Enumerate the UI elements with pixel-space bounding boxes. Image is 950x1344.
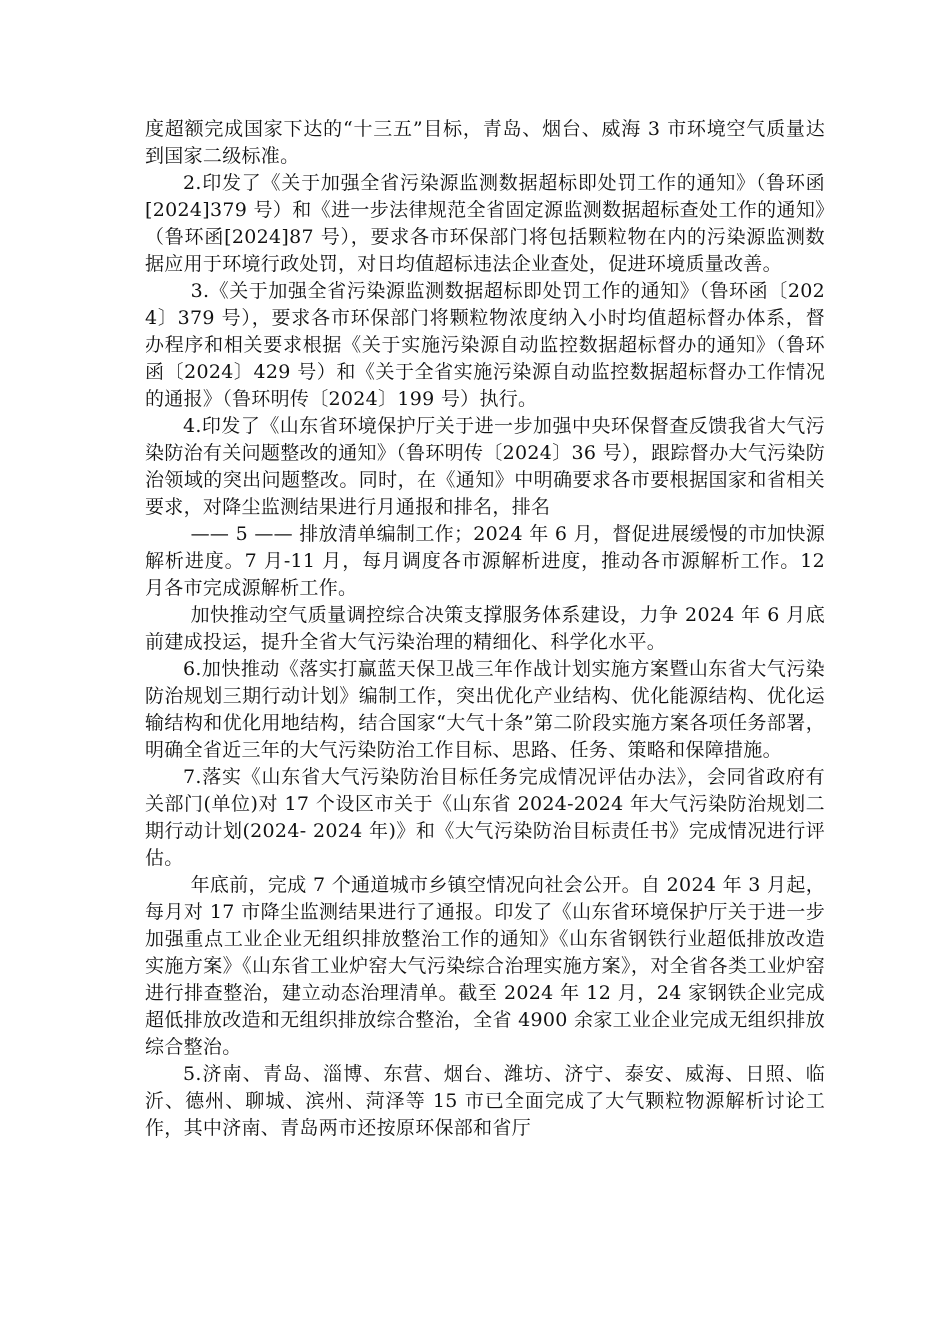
paragraph-1: 度超额完成国家下达的“十三五”目标，青岛、烟台、威海 3 市环境空气质量达到国家二级标准。 [145, 118, 825, 167]
paragraph-8: 7.落实《山东省大气污染防治目标任务完成情况评估办法》，会同省政府有关部门(单位)对 17 个设区市关于《山东省 2024-2024 年大气污染防治规划二期行动计划(2024- 2024 年)》和《大气污染防治目标责任书》完成情况进行评估。 [145, 766, 825, 869]
paragraph-5-page-footer: —— 5 —— 排放清单编制工作；2024 年 6 月，督促进展缓慢的市加快源解析进度。7 月-11 月，每月调度各市源解析进度，推动各市源解析工作。12 月各市完成源解析工作。 [145, 523, 825, 599]
paragraph-10: 5.济南、青岛、淄博、东营、烟台、潍坊、济宁、泰安、威海、日照、临沂、德州、聊城、滨州、菏泽等 15 市已全面完成了大气颗粒物源解析讨论工作，其中济南、青岛两市还按原环保部和省厅 [145, 1063, 825, 1139]
document-body [145, 116, 825, 1142]
paragraph-6: 加快推动空气质量调控综合决策支撑服务体系建设，力争 2024 年 6 月底前建成投运，提升全省大气污染治理的精细化、科学化水平。 [145, 604, 825, 653]
paragraph-2: 2.印发了《关于加强全省污染源监测数据超标即处罚工作的通知》（鲁环函[2024]379 号）和《进一步法律规范全省固定源监测数据超标查处工作的通知》（鲁环函[2024]87 号），要求各市环保部门将包括颗粒物在内的污染源监测数据应用于环境行政处罚，对日均值超标违法企业查处，促进环境质量改善。 [145, 172, 825, 275]
paragraph-7: 6.加快推动《落实打赢蓝天保卫战三年作战计划实施方案暨山东省大气污染防治规划三期行动计划》编制工作，突出优化产业结构、优化能源结构、优化运输结构和优化用地结构，结合国家“大气十条”第二阶段实施方案各项任务部署，明确全省近三年的大气污染防治工作目标、思路、任务、策略和保障措施。 [145, 658, 825, 761]
paragraph-9: 年底前，完成 7 个通道城市乡镇空情况向社会公开。自 2024 年 3 月起，每月对 17 市降尘监测结果进行了通报。印发了《山东省环境保护厅关于进一步加强重点工业企业无组织排放整治工作的通知》《山东省钢铁行业超低排放改造实施方案》《山东省工业炉窑大气污染综合治理实施方案》，对全省各类工业炉窑进行排查整治，建立动态治理清单。截至 2024 年 12 月，24 家钢铁企业完成超低排放改造和无组织排放综合整治，全省 4900 余家工业企业完成无组织排放综合整治。 [145, 874, 825, 1058]
paragraph-3: 3.《关于加强全省污染源监测数据超标即处罚工作的通知》（鲁环函〔2024〕379 号），要求各市环保部门将颗粒物浓度纳入小时均值超标督办体系，督办程序和相关要求根据《关于实施污染源自动监控数据超标督办的通知》（鲁环函〔2024〕429 号）和《关于全省实施污染源自动监控数据超标督办工作情况的通报》（鲁环明传〔2024〕199 号）执行。 [145, 280, 825, 410]
paragraph-4: 4.印发了《山东省环境保护厅关于进一步加强中央环保督查反馈我省大气污染防治有关问题整改的通知》（鲁环明传〔2024〕36 号），跟踪督办大气污染防治领域的突出问题整改。同时，在《通知》中明确要求各市要根据国家和省相关要求，对降尘监测结果进行月通报和排名，排名 [145, 415, 825, 518]
